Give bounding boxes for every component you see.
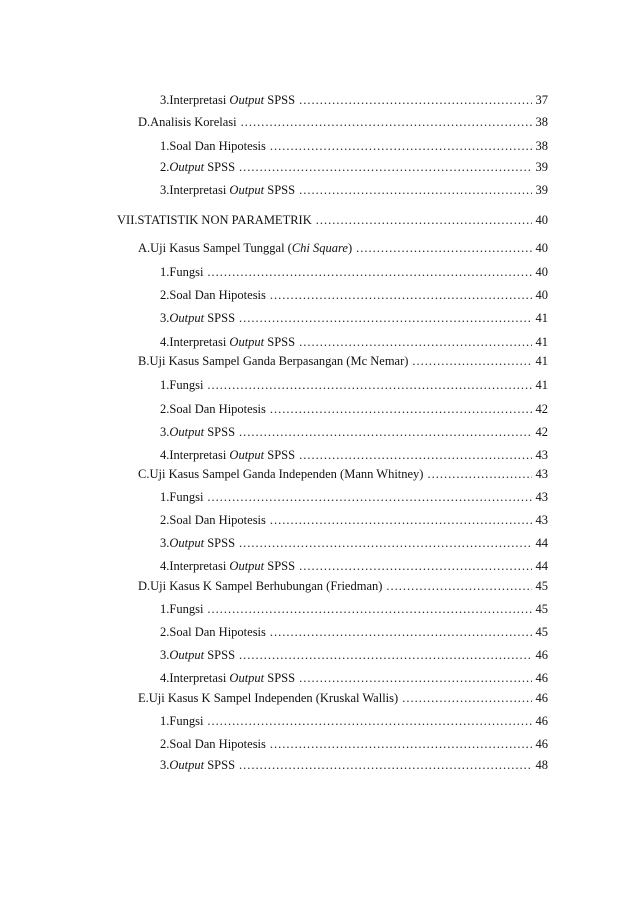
entry-number: 4.: [160, 671, 170, 685]
entry-title-text: SPSS: [264, 183, 296, 197]
entry-number: D.: [138, 579, 151, 593]
entry-title-text: Interpretasi: [169, 559, 230, 573]
entry-title-text: Soal Dan Hipotesis: [169, 737, 266, 751]
dot-leader: [239, 647, 531, 663]
entry-title-text: Fungsi: [169, 265, 204, 279]
entry-number: 1.: [160, 602, 170, 616]
toc-subsection-entry[interactable]: [160, 558, 548, 574]
entry-title-italic: Output: [169, 536, 205, 550]
entry-title-text: Fungsi: [169, 490, 204, 504]
entry-page-number: 48: [535, 758, 548, 772]
entry-title: [169, 757, 235, 773]
entry-number: 2.: [160, 160, 170, 174]
toc-subsection-entry[interactable]: [160, 334, 548, 350]
dot-leader: [239, 757, 531, 773]
entry-title: [150, 240, 352, 256]
toc-subsection-entry[interactable]: [160, 377, 548, 393]
entry-number: 2.: [160, 625, 170, 639]
entry-title-text: Interpretasi: [169, 671, 230, 685]
entry-page-number: 44: [535, 559, 548, 573]
entry-title-text: SPSS: [264, 448, 296, 462]
entry-title-italic: Output: [229, 671, 265, 685]
dot-leader: [239, 535, 531, 551]
entry-number: 4.: [160, 559, 170, 573]
entry-title-text: Interpretasi: [169, 183, 230, 197]
entry-title-text: SPSS: [204, 160, 236, 174]
toc-section-entry[interactable]: [138, 690, 548, 706]
toc-subsection-entry[interactable]: [160, 159, 548, 175]
entry-number: C.: [138, 467, 150, 481]
entry-title-text: SPSS: [204, 758, 236, 772]
entry-title: [169, 558, 295, 574]
entry-number: 3.: [160, 758, 170, 772]
dot-leader: [239, 310, 531, 326]
entry-page-number: 39: [535, 160, 548, 174]
dot-leader: [356, 240, 531, 256]
entry-page-number: 38: [535, 115, 548, 129]
entry-title-text: Analisis Korelasi: [150, 115, 237, 129]
entry-page-number: 45: [535, 579, 548, 593]
dot-leader: [316, 212, 532, 228]
entry-page-number: 42: [535, 402, 548, 416]
dot-leader: [270, 512, 532, 528]
toc-chapter-entry[interactable]: [117, 212, 548, 228]
entry-title: [169, 401, 266, 417]
entry-title-text: Uji Kasus K Sampel Berhubungan (Friedman): [150, 579, 383, 593]
entry-number: 3.: [160, 311, 170, 325]
toc-subsection-entry[interactable]: [160, 713, 548, 729]
toc-subsection-entry[interactable]: [160, 757, 548, 773]
entry-page-number: 41: [535, 378, 548, 392]
entry-page-number: 46: [535, 648, 548, 662]
entry-title: [169, 713, 203, 729]
entry-title: [169, 92, 295, 108]
entry-title-italic: Output: [229, 448, 265, 462]
dot-leader: [299, 670, 531, 686]
toc-subsection-entry[interactable]: [160, 601, 548, 617]
entry-title: [169, 670, 295, 686]
entry-title-italic: Output: [229, 559, 265, 573]
entry-title-text: Fungsi: [169, 378, 204, 392]
dot-leader: [241, 114, 532, 130]
entry-title-text: Fungsi: [169, 602, 204, 616]
dot-leader: [299, 182, 531, 198]
entry-title-text: Soal Dan Hipotesis: [169, 513, 266, 527]
entry-page-number: 46: [535, 714, 548, 728]
toc-section-entry[interactable]: [138, 240, 548, 256]
entry-number: 3.: [160, 183, 170, 197]
entry-number: A.: [138, 241, 151, 255]
toc-section-entry[interactable]: [138, 114, 548, 130]
entry-title-text: SPSS: [204, 536, 236, 550]
entry-number: 2.: [160, 513, 170, 527]
dot-leader: [270, 736, 532, 752]
entry-title: [169, 489, 203, 505]
entry-page-number: 40: [535, 213, 548, 227]
entry-title-text: ): [347, 241, 353, 255]
toc-subsection-entry[interactable]: [160, 138, 548, 154]
entry-title: [149, 690, 398, 706]
entry-page-number: 37: [535, 93, 548, 107]
entry-title-text: STATISTIK NON PARAMETRIK: [137, 213, 312, 227]
entry-number: 4.: [160, 335, 170, 349]
entry-number: 1.: [160, 714, 170, 728]
toc-subsection-entry[interactable]: [160, 264, 548, 280]
entry-page-number: 43: [535, 490, 548, 504]
entry-number: 3.: [160, 648, 170, 662]
entry-title-italic: Output: [169, 311, 205, 325]
entry-title-text: Fungsi: [169, 714, 204, 728]
toc-subsection-entry[interactable]: [160, 647, 548, 663]
dot-leader: [270, 401, 532, 417]
entry-number: 2.: [160, 737, 170, 751]
toc-section-entry[interactable]: [138, 466, 548, 482]
entry-page-number: 41: [535, 311, 548, 325]
toc-section-entry[interactable]: [138, 353, 548, 369]
entry-title-text: Uji Kasus Sampel Tunggal (: [150, 241, 292, 255]
entry-number: 4.: [160, 448, 170, 462]
dot-leader: [412, 353, 531, 369]
entry-title: [169, 535, 235, 551]
dot-leader: [270, 287, 532, 303]
entry-number: 1.: [160, 139, 170, 153]
entry-page-number: 43: [535, 513, 548, 527]
dot-leader: [299, 447, 531, 463]
entry-page-number: 46: [535, 691, 548, 705]
entry-page-number: 45: [535, 625, 548, 639]
entry-title-italic: Output: [169, 758, 205, 772]
toc-subsection-entry[interactable]: [160, 624, 548, 640]
entry-title: [169, 264, 203, 280]
entry-title: [169, 334, 295, 350]
entry-number: 3.: [160, 425, 170, 439]
entry-title-text: Soal Dan Hipotesis: [169, 288, 266, 302]
entry-title-text: Uji Kasus Sampel Ganda Independen (Mann Whitney): [149, 467, 424, 481]
toc-section-entry[interactable]: [138, 578, 548, 594]
entry-title-text: SPSS: [264, 93, 296, 107]
dot-leader: [299, 334, 531, 350]
entry-title-text: Interpretasi: [169, 93, 230, 107]
entry-title-text: Uji Kasus Sampel Ganda Berpasangan (Mc Nemar): [149, 354, 409, 368]
entry-title: [169, 624, 266, 640]
entry-page-number: 38: [535, 139, 548, 153]
toc-subsection-entry[interactable]: [160, 512, 548, 528]
entry-page-number: 43: [535, 448, 548, 462]
entry-title: [150, 114, 236, 130]
entry-title-text: SPSS: [264, 671, 296, 685]
dot-leader: [207, 713, 531, 729]
dot-leader: [207, 489, 531, 505]
entry-page-number: 46: [535, 671, 548, 685]
toc-subsection-entry[interactable]: [160, 310, 548, 326]
toc-subsection-entry[interactable]: [160, 489, 548, 505]
entry-title-italic: Output: [229, 335, 265, 349]
entry-title-text: SPSS: [204, 648, 236, 662]
dot-leader: [299, 92, 531, 108]
toc-subsection-entry[interactable]: [160, 182, 548, 198]
entry-title-text: Soal Dan Hipotesis: [169, 402, 266, 416]
entry-page-number: 40: [535, 241, 548, 255]
dot-leader: [427, 466, 531, 482]
entry-title: [169, 647, 235, 663]
entry-title-text: Interpretasi: [169, 335, 230, 349]
dot-leader: [386, 578, 531, 594]
entry-page-number: 41: [535, 354, 548, 368]
entry-number: B.: [138, 354, 150, 368]
dot-leader: [299, 558, 531, 574]
entry-number: 1.: [160, 490, 170, 504]
entry-page-number: 44: [535, 536, 548, 550]
toc-subsection-entry[interactable]: [160, 736, 548, 752]
entry-title: [169, 310, 235, 326]
entry-number: 2.: [160, 288, 170, 302]
dot-leader: [270, 624, 532, 640]
entry-title: [169, 377, 203, 393]
toc-subsection-entry[interactable]: [160, 92, 548, 108]
entry-title-italic: Output: [169, 648, 205, 662]
entry-page-number: 40: [535, 265, 548, 279]
toc-subsection-entry[interactable]: [160, 535, 548, 551]
entry-title: [169, 424, 235, 440]
entry-title: [137, 212, 311, 228]
dot-leader: [402, 690, 531, 706]
entry-page-number: 41: [535, 335, 548, 349]
toc-subsection-entry[interactable]: [160, 287, 548, 303]
entry-page-number: 46: [535, 737, 548, 751]
entry-number: E.: [138, 691, 149, 705]
entry-title-text: Soal Dan Hipotesis: [169, 625, 266, 639]
entry-title: [169, 447, 295, 463]
entry-title-text: Interpretasi: [169, 448, 230, 462]
entry-title-italic: Output: [169, 160, 205, 174]
entry-title: [169, 138, 266, 154]
entry-title-text: SPSS: [264, 335, 296, 349]
entry-title: [169, 512, 266, 528]
entry-title-text: SPSS: [264, 559, 296, 573]
dot-leader: [239, 424, 531, 440]
entry-title: [169, 182, 295, 198]
toc-subsection-entry[interactable]: [160, 447, 548, 463]
entry-title-italic: Output: [229, 183, 265, 197]
toc-subsection-entry[interactable]: [160, 670, 548, 686]
entry-title-text: Uji Kasus K Sampel Independen (Kruskal Wallis): [148, 691, 399, 705]
entry-title: [149, 466, 423, 482]
entry-number: 3.: [160, 536, 170, 550]
entry-page-number: 45: [535, 602, 548, 616]
entry-page-number: 42: [535, 425, 548, 439]
entry-title: [169, 736, 266, 752]
entry-title-italic: Output: [169, 425, 205, 439]
entry-title: [169, 601, 203, 617]
entry-title-text: SPSS: [204, 425, 236, 439]
entry-number: 1.: [160, 265, 170, 279]
entry-number: 3.: [160, 93, 170, 107]
entry-page-number: 39: [535, 183, 548, 197]
dot-leader: [207, 377, 531, 393]
dot-leader: [207, 601, 531, 617]
entry-title-italic: Chi Square: [291, 241, 348, 255]
dot-leader: [239, 159, 531, 175]
toc-subsection-entry[interactable]: [160, 424, 548, 440]
entry-title-text: SPSS: [204, 311, 236, 325]
entry-title: [169, 287, 266, 303]
entry-title: [149, 353, 408, 369]
entry-number: 1.: [160, 378, 170, 392]
entry-page-number: 40: [535, 288, 548, 302]
toc-subsection-entry[interactable]: [160, 401, 548, 417]
entry-page-number: 43: [535, 467, 548, 481]
entry-number: D.: [138, 115, 151, 129]
entry-title-text: Soal Dan Hipotesis: [169, 139, 266, 153]
entry-number: 2.: [160, 402, 170, 416]
dot-leader: [207, 264, 531, 280]
entry-title-italic: Output: [229, 93, 265, 107]
entry-title: [169, 159, 235, 175]
dot-leader: [270, 138, 532, 154]
entry-number: VII.: [117, 213, 138, 227]
entry-title: [150, 578, 382, 594]
